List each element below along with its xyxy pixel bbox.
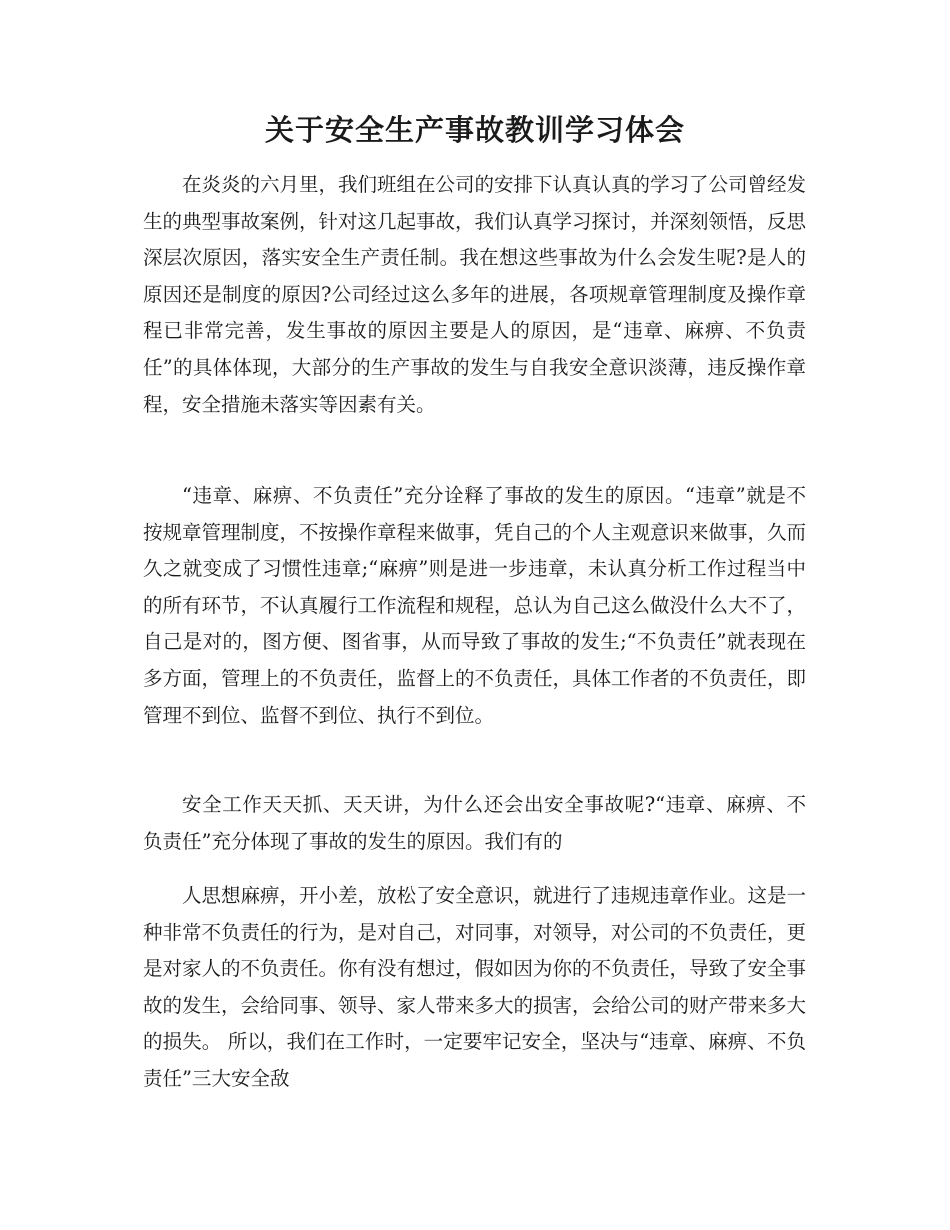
paragraph-4: 人思想麻痹，开小差，放松了安全意识，就进行了违规违章作业。这是一种非常不负责任的行为，是对自己，对同事，对领导，对公司的不负责任，更是对家人的不负责任。你有没有想过，假如因为你的不负责任，导致了安全事故的发生，会给同事、领导、家人带来多大的损害，会给公司的财产带来多大的损失。 所以，我们在工作时，一定要牢记安全，坚决与“违章、麻痹、不负责任”三大安全敌 bbox=[143, 884, 807, 1090]
paragraph-1: 在炎炎的六月里，我们班组在公司的安排下认真认真的学习了公司曾经发生的典型事故案例，针对这几起事故，我们认真学习探讨，并深刻领悟，反思深层次原因，落实安全生产责任制。我在想这些事故为什么会发生呢?是人的原因还是制度的原因?公司经过这么多年的进展，各项规章管理制度及操作章程已非常完善，发生事故的原因主要是人的原因，是“违章、麻痹、不负责任”的具体体现，大部分的生产事故的发生与自我安全意识淡薄，违反操作章程，安全措施未落实等因素有关。 bbox=[143, 173, 807, 416]
paragraph-3: 安全工作天天抓、天天讲，为什么还会出安全事故呢?“违章、麻痹、不负责任”充分体现了事故的发生的原因。我们有的 bbox=[143, 793, 806, 853]
paragraph-2: “违章、麻痹、不负责任”充分诠释了事故的发生的原因。“违章”就是不按规章管理制度，不按操作章程来做事，凭自己的个人主观意识来做事，久而久之就变成了习惯性违章;“麻痹”则是进一步违章，未认真分析工作过程当中的所有环节，不认真履行工作流程和规程，总认为自己这么做没什么大不了，自己是对的，图方便、图省事，从而导致了事故的发生;“不负责任”就表现在多方面，管理上的不负责任，监督上的不负责任，具体工作者的不负责任，即管理不到位、监督不到位、执行不到位。 bbox=[143, 484, 807, 727]
document-title: 关于安全生产事故教训学习体会 bbox=[264, 113, 685, 147]
